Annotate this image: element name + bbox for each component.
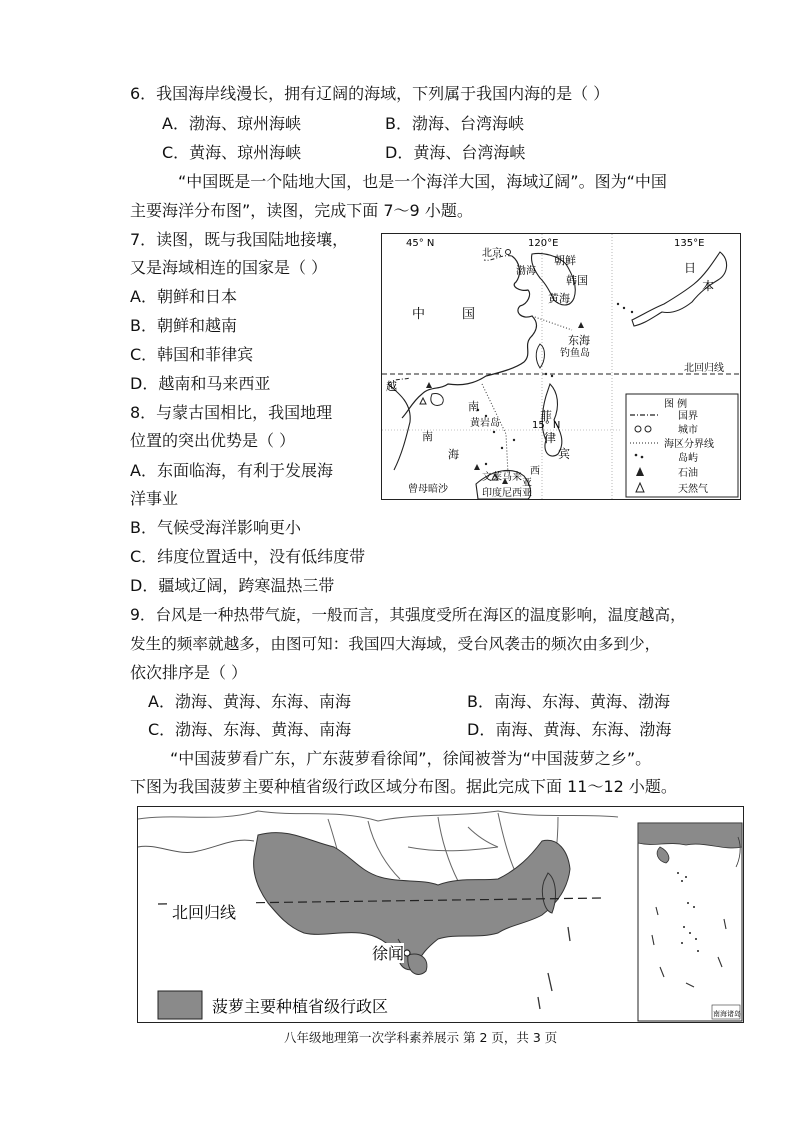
hainan-island bbox=[431, 394, 443, 406]
label-hai: 海 bbox=[448, 448, 459, 461]
q8-stem-line1: 8．与蒙古国相比，我国地理 bbox=[130, 403, 333, 422]
legend-island-symbol bbox=[635, 454, 638, 457]
q6-stem: 6．我国海岸线漫长，拥有辽阔的海域，下列属于我国内海的是（ ） bbox=[130, 84, 610, 103]
legend-title: 图 例 bbox=[664, 399, 688, 410]
label-nan2: 南 bbox=[422, 430, 433, 443]
q8-option-c: C．纬度位置适中，没有低纬度带 bbox=[130, 547, 366, 566]
label-zhongguo-zhong: 中 bbox=[412, 307, 426, 322]
q9-stem-line2: 发生的频率就越多，由图可知：我国四大海域，受台风袭击的频次由多到少， bbox=[130, 635, 661, 653]
label-zhongguo-guo: 国 bbox=[462, 307, 476, 322]
label-lv: 律 bbox=[544, 431, 557, 445]
label-riben-ri: 日 bbox=[684, 261, 697, 275]
q7-option-c: C．韩国和菲律宾 bbox=[130, 345, 254, 364]
q6-option-a: A．渤海、琼州海峡 bbox=[162, 114, 301, 133]
pineapple-legend-swatch bbox=[158, 991, 202, 1019]
label-beijing: 北京 bbox=[482, 248, 502, 259]
national-border bbox=[388, 256, 512, 384]
q7-stem-line1: 7．读图，既与我国陆地接壤， bbox=[130, 230, 349, 249]
label-yue: 越 bbox=[386, 380, 397, 393]
label-wenlai: 文莱 bbox=[482, 472, 502, 483]
q7-stem-line2: 又是海域相连的国家是（ ） bbox=[130, 258, 328, 277]
q9-stem-line1: 9．台风是一种热带气旋，一般而言，其强度受所在海区的温度影响，温度越高， bbox=[130, 606, 686, 624]
q7-option-a: A．朝鲜和日本 bbox=[130, 287, 237, 306]
label-yindunixiya: 印度尼西亚 bbox=[482, 488, 532, 499]
label-bohai: 渤海 bbox=[516, 266, 536, 277]
label-fei: 菲 bbox=[540, 409, 553, 423]
china-coastline bbox=[402, 256, 536, 418]
pineapple-map bbox=[137, 806, 744, 1023]
q8-option-a-cont: 洋事业 bbox=[130, 489, 179, 508]
label-nan1: 南 bbox=[468, 400, 479, 413]
intro1-line2: 主要海洋分布图”，读图，完成下面 7～9 小题。 bbox=[130, 201, 473, 220]
south-china-sea-dashes bbox=[538, 927, 570, 1009]
q8-stem-line2: 位置的突出优势是（ ） bbox=[130, 431, 296, 450]
beijing-marker bbox=[506, 250, 511, 255]
label-lat-15: 15° N bbox=[532, 420, 561, 431]
pineapple-label-xuwen: 徐闻 bbox=[372, 944, 405, 963]
label-malai: 马来 bbox=[502, 472, 522, 483]
label-diaoyudao: 钓鱼岛 bbox=[560, 348, 590, 359]
intro1-line1: “中国既是一个陆地大国，也是一个海洋大国，海域辽阔”。图为“中国 bbox=[178, 172, 667, 191]
q9-option-c: C．渤海、东海、黄海、南海 bbox=[148, 720, 352, 739]
south-china-sea-inset bbox=[638, 823, 742, 1021]
intro2-line2: 下图为我国菠萝主要种植省级行政区域分布图。据此完成下面 11～12 小题。 bbox=[130, 777, 677, 796]
label-riben-ben: 本 bbox=[702, 279, 715, 293]
label-lat-45: 45° N bbox=[406, 238, 435, 249]
q7-option-d: D．越南和马来西亚 bbox=[130, 374, 271, 393]
taiwan-island bbox=[536, 344, 544, 368]
q9-option-a: A．渤海、黄海、东海、南海 bbox=[148, 692, 351, 711]
legend-item-sea-boundary: 海区分界线 bbox=[664, 439, 714, 450]
legend-item-border: 国界 bbox=[678, 411, 698, 422]
q6-option-c: C．黄海、琼州海峡 bbox=[162, 143, 302, 162]
q8-option-d: D．疆域辽阔，跨寒温热三带 bbox=[130, 576, 335, 595]
label-lon-120: 120°E bbox=[528, 238, 559, 249]
china-seas-map bbox=[381, 233, 741, 500]
q9-stem-line3: 依次排序是（ ） bbox=[130, 663, 248, 682]
vietnam-coast bbox=[388, 384, 410, 470]
label-hanguo: 韩国 bbox=[566, 274, 588, 287]
q8-option-b: B．气候受海洋影响更小 bbox=[130, 518, 301, 537]
hainan-gray bbox=[408, 954, 427, 975]
q8-option-a: A．东面临海，有利于发展海 bbox=[130, 461, 333, 480]
label-ya: 亚 bbox=[522, 478, 532, 489]
sea-map-legend bbox=[626, 394, 738, 497]
q9-option-d: D．南海、黄海、东海、渤海 bbox=[467, 720, 672, 739]
q7-option-b: B．朝鲜和越南 bbox=[130, 316, 237, 335]
xuwen-marker bbox=[404, 950, 410, 956]
label-huangyandao: 黄岩岛 bbox=[470, 418, 500, 429]
page-footer: 八年级地理第一次学科素养展示 第 2 页，共 3 页 bbox=[284, 1030, 558, 1045]
pineapple-label-tropic: 北回归线 bbox=[172, 903, 237, 922]
legend-item-island: 岛屿 bbox=[678, 453, 698, 464]
q9-option-b: B．南海、东海、黄海、渤海 bbox=[467, 692, 670, 711]
label-lon-135: 135°E bbox=[674, 238, 705, 249]
label-bin: 宾 bbox=[558, 447, 571, 461]
pineapple-map-svg bbox=[138, 807, 743, 1022]
label-zengmuansha: 曾母暗沙 bbox=[408, 484, 448, 495]
label-chaoxian: 朝鲜 bbox=[554, 254, 576, 267]
q6-option-d: D．黄海、台湾海峡 bbox=[385, 143, 526, 162]
legend-item-city: 城市 bbox=[678, 425, 698, 436]
inset-label: 南海诸岛 bbox=[713, 1010, 741, 1018]
label-huanghai: 黄海 bbox=[548, 292, 570, 305]
q6-option-b: B．渤海、台湾海峡 bbox=[385, 114, 524, 133]
legend-item-oil: 石油 bbox=[678, 468, 698, 479]
china-seas-map-svg bbox=[382, 234, 740, 499]
label-xi: 西 bbox=[530, 466, 540, 477]
label-donghai: 东海 bbox=[568, 334, 590, 347]
pineapple-legend-text: 菠萝主要种植省级行政区 bbox=[212, 997, 389, 1016]
intro2-line1: “中国菠萝看广东，广东菠萝看徐闻”，徐闻被誉为“中国菠萝之乡”。 bbox=[170, 749, 652, 768]
label-tropic: 北回归线 bbox=[684, 363, 724, 374]
legend-item-gas: 天然气 bbox=[678, 484, 708, 495]
